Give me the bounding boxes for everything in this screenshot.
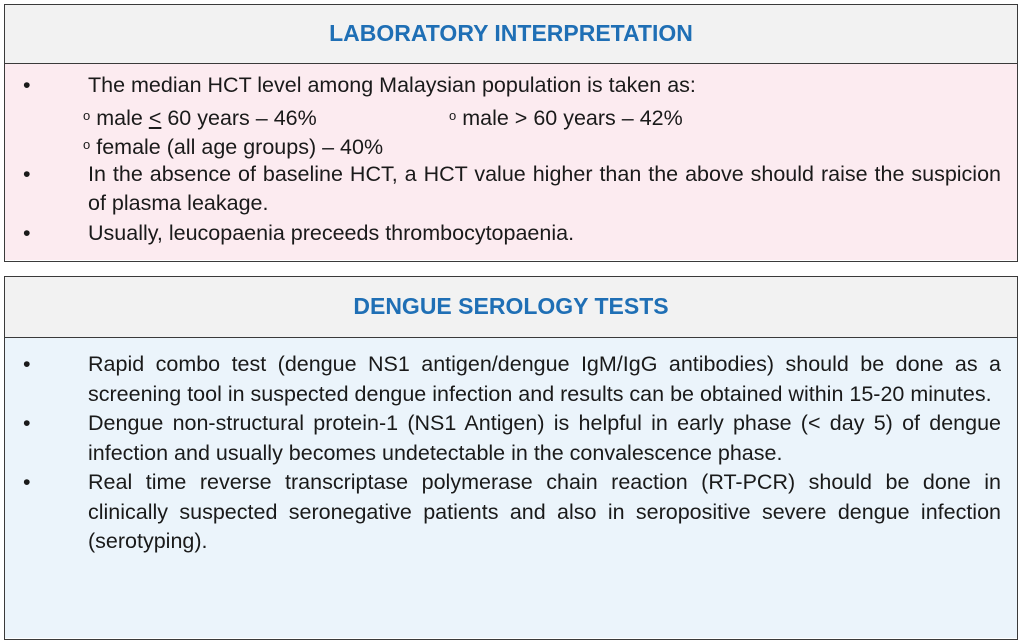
sub-list-item: $^o$ male > 60 years – 42% — [449, 105, 683, 130]
bullet-icon: • — [23, 411, 31, 435]
lab-interpretation-box — [4, 4, 1018, 262]
list-item: • Rapid combo test (dengue NS1 antigen/dengue IgM/IgG antibodies) should be done as a screening tool in suspected dengue infection and results can be obtained within 15-20 minutes. — [23, 352, 1001, 406]
sub-list-row — [5, 130, 1017, 160]
hct-intro-text: The median HCT level among Malaysian population is taken as: — [88, 73, 696, 97]
list-item — [5, 71, 1017, 101]
sub-list-row — [5, 101, 1017, 131]
list-item: • Usually, leucopaenia preceeds thrombocytopaenia. — [5, 219, 1017, 249]
bullet-icon: • — [23, 352, 31, 376]
lab-interpretation-body — [5, 64, 1017, 260]
sub-list-item: $^o$ male < 60 years – 46% — [83, 105, 317, 130]
bullet-icon: • — [23, 220, 31, 245]
list-item: • Real time reverse transcriptase polymerase chain reaction (RT-PCR) should be done in clinically suspected seronegative patients and also in seropositive severe dengue infection (serotyping). — [23, 470, 1001, 553]
dengue-serology-title: DENGUE SEROLOGY TESTS — [5, 277, 1017, 338]
circle-bullet-icon: o — [449, 107, 457, 123]
sub-list-item: $^o$ female (all age groups) – 40% — [83, 135, 384, 159]
dengue-serology-box — [4, 276, 1018, 640]
list-item: • Dengue non-structural protein-1 (NS1 Antigen) is helpful in early phase (< day 5) of dengue infection and usually becomes undetectable in the convalescence phase. — [23, 411, 1001, 465]
lab-interpretation-title: LABORATORY INTERPRETATION — [5, 5, 1017, 64]
bullet-icon: • — [23, 73, 31, 97]
bullet-icon: • — [23, 161, 31, 186]
list-item: • In the absence of baseline HCT, a HCT value higher than the above should raise the suspicion of plasma leakage. — [23, 161, 1001, 215]
circle-bullet-icon: o — [83, 107, 91, 123]
bullet-icon: • — [23, 470, 31, 494]
circle-bullet-icon: o — [83, 137, 91, 152]
dengue-serology-body — [5, 338, 1017, 638]
